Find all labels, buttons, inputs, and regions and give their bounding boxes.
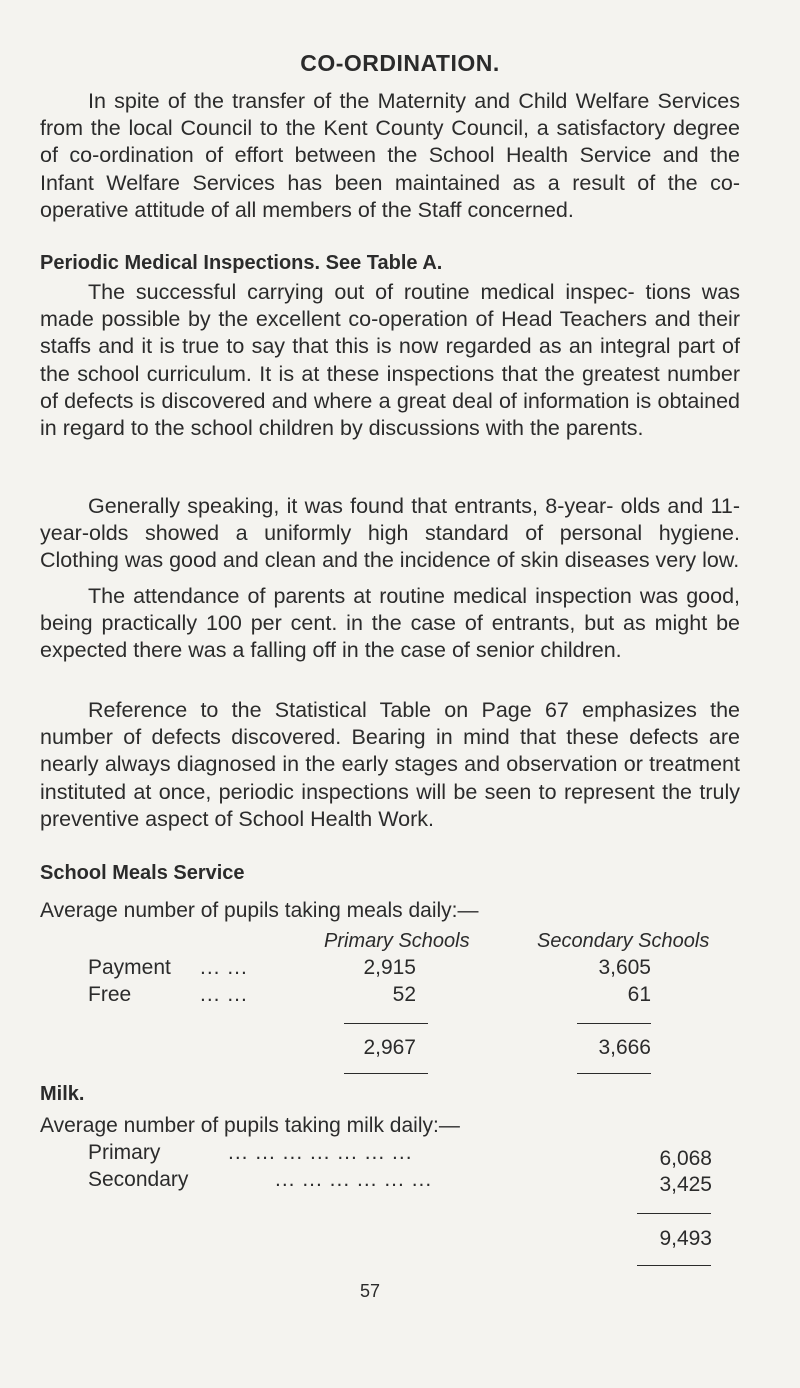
milk-row-dots: ... ... ... ... ... ...: [275, 1168, 433, 1191]
milk-primary-value: 6,068: [659, 1147, 712, 1170]
milk-row-dots: ... ... ... ... ... ... ...: [228, 1141, 413, 1164]
periodic-paragraph-2: Generally speaking, it was found that entrants, 8-year- olds and 11-year-olds showed a uniformly high standard of personal hygiene. Clothing was good and clean and the incidence of skin diseases very low.: [40, 494, 740, 573]
meals-col-secondary: Secondary Schools: [537, 930, 710, 952]
meals-payment-primary: 2,915: [363, 956, 416, 979]
meals-row-label: Payment: [88, 956, 171, 979]
periodic-paragraph-1: The successful carrying out of routine medical inspec- tions was made possible by the excellent co-operation of Head Teachers and their staffs and it is true to say that this is now regarded as an integral part of the school curriculum. It is at these inspections that the greatest number of defects is discovered and where a great deal of information is obtained in regard to the school children by discussions with the parents.: [40, 280, 740, 441]
meals-total-primary: 2,967: [363, 1036, 416, 1059]
milk-double-rule: [637, 1265, 711, 1266]
periodic-inspections-heading: Periodic Medical Inspections. See Table A.: [40, 252, 443, 274]
page-number: 57: [360, 1281, 381, 1301]
meals-intro: Average number of pupils taking meals daily:—: [40, 899, 479, 922]
milk-total: 9,493: [659, 1227, 712, 1250]
school-meals-heading: School Meals Service: [40, 862, 245, 884]
meals-total-secondary: 3,666: [598, 1036, 651, 1059]
meals-secondary-total-rule: [577, 1023, 651, 1024]
meals-col-primary: Primary Schools: [324, 930, 470, 952]
meals-secondary-double-rule: [577, 1073, 651, 1074]
milk-row-label: Secondary: [88, 1168, 189, 1191]
milk-secondary-value: 3,425: [659, 1173, 712, 1196]
meals-row-label: Free: [88, 983, 132, 1006]
meals-primary-double-rule: [344, 1073, 428, 1074]
meals-payment-secondary: 3,605: [598, 956, 651, 979]
meals-row-dots: ... ...: [200, 956, 248, 979]
meals-primary-total-rule: [344, 1023, 428, 1024]
milk-total-rule: [637, 1213, 711, 1214]
meals-free-secondary: 61: [627, 983, 651, 1006]
milk-row-label: Primary: [88, 1141, 161, 1164]
periodic-paragraph-3: The attendance of parents at routine medical inspection was good, being practically 100 per cent. in the case of entrants, but as might be expected there was a falling off in the case of senior children.: [40, 584, 740, 663]
periodic-paragraph-4: Reference to the Statistical Table on Page 67 emphasizes the number of defects discovered. Bearing in mind that these defects are nearly always diagnosed in the early stages and observation or treatment instituted at once, periodic inspections will be seen to represent the truly preventive aspect of School Health Work.: [40, 698, 740, 831]
page-heading: CO-ORDINATION.: [300, 50, 500, 76]
meals-row-dots: ... ...: [200, 983, 248, 1006]
milk-intro: Average number of pupils taking milk daily:—: [40, 1114, 460, 1137]
milk-heading: Milk.: [40, 1083, 85, 1105]
meals-free-primary: 52: [392, 983, 416, 1006]
intro-paragraph: In spite of the transfer of the Maternity and Child Welfare Services from the local Council to the Kent County Council, a satisfactory degree of co-ordination of effort between the School Health Service and the Infant Welfare Services has been maintained as a result of the co-operative attitude of all members of the Staff concerned.: [40, 89, 740, 222]
